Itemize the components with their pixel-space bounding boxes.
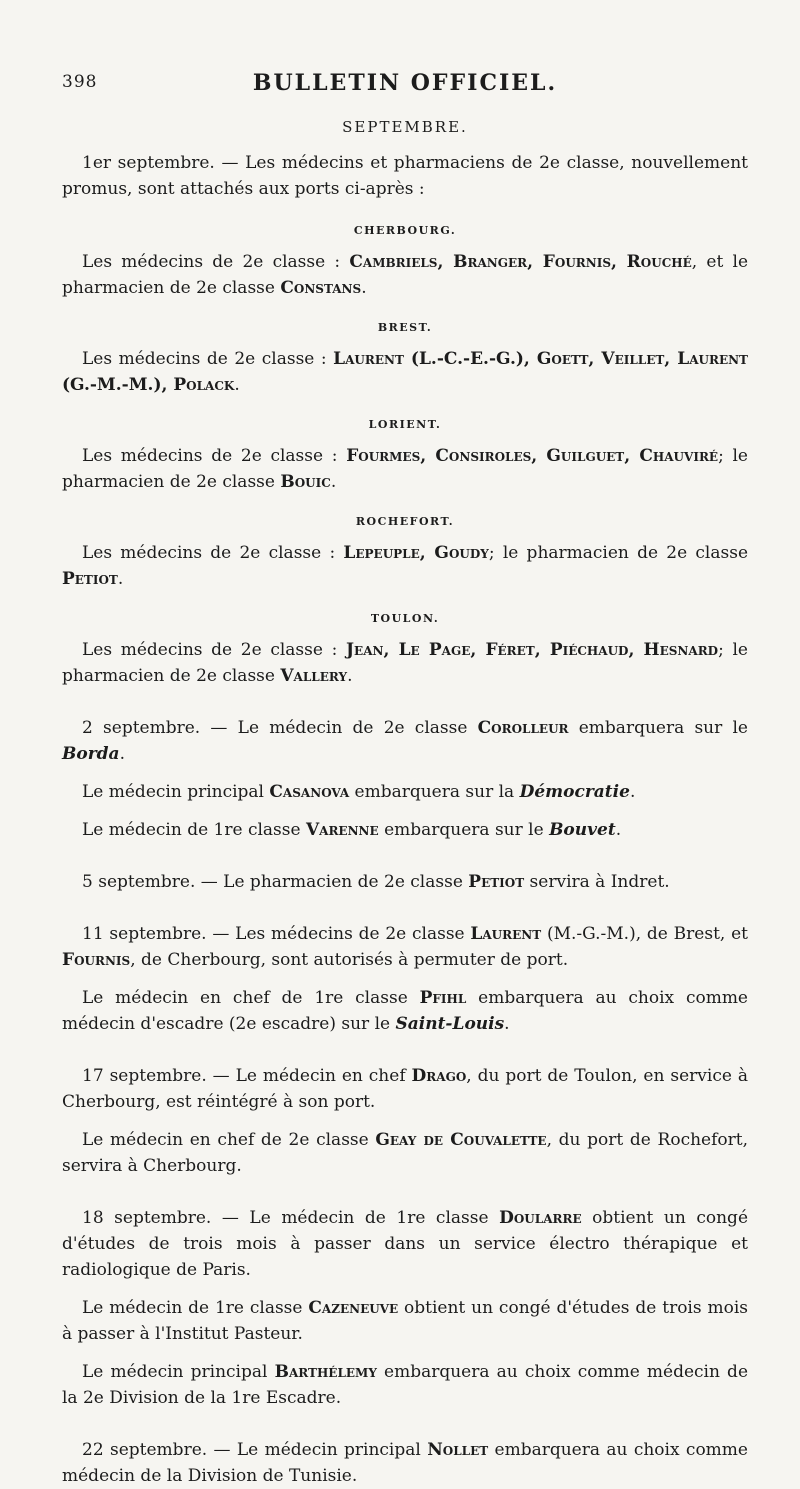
ship-name: Borda bbox=[62, 744, 120, 764]
doctor-names: Laurent (L.-C.-E.-G.), Goett, Veillet, Laurent (G.-M.-M.), Polack bbox=[62, 349, 748, 395]
entry-1-septembre-intro: 1er septembre. — Les médecins et pharmaciens de 2e classe, nouvellement promus, sont attachés aux ports ci-après : bbox=[62, 153, 748, 199]
doctor-names: Cambriels, Branger, Fournis, Rouché bbox=[349, 252, 692, 272]
entry-11-septembre-b: Le médecin en chef de 1re classe Pfihl embarquera au choix comme médecin d'escadre (2e escadre) sur le Saint-Louis. bbox=[62, 988, 748, 1034]
person-name: Fournis bbox=[62, 950, 131, 970]
person-name: Corolleur bbox=[477, 718, 569, 738]
person-name: Barthélemy bbox=[274, 1362, 377, 1382]
pharmacist-name: Constans bbox=[280, 278, 362, 298]
entry-22-septembre: 22 septembre. — Le médecin principal Nollet embarquera au choix comme médecin de la Division de Tunisie. bbox=[62, 1440, 748, 1486]
person-name: Drago bbox=[411, 1066, 467, 1086]
entry-2-septembre-c: Le médecin de 1re classe Varenne embarquera sur le Bouvet. bbox=[82, 820, 622, 840]
entry-5-septembre: 5 septembre. — Le pharmacien de 2e classe Petiot servira à Indret. bbox=[82, 872, 670, 892]
page-number: 398 bbox=[62, 72, 98, 92]
paragraph-brest: Les médecins de 2e classe : Laurent (L.-C.-E.-G.), Goett, Veillet, Laurent (G.-M.-M.), Polack. bbox=[62, 349, 748, 395]
person-name: Varenne bbox=[305, 820, 379, 840]
entry-17-septembre-b: Le médecin en chef de 2e classe Geay de Couvalette, du port de Rochefort, servira à Cherbourg. bbox=[62, 1130, 748, 1176]
person-name: Cazeneuve bbox=[308, 1298, 399, 1318]
entry-2-septembre-b: Le médecin principal Casanova embarquera sur la Démocratie. bbox=[82, 782, 636, 802]
paragraph-cherbourg: Les médecins de 2e classe : Cambriels, Branger, Fournis, Rouché, et le pharmacien de 2e classe Constans. bbox=[62, 252, 749, 298]
doctor-names: Jean, Le Page, Féret, Piéchaud, Hesnard bbox=[346, 640, 719, 660]
running-head-title: BULLETIN OFFICIEL. bbox=[252, 70, 558, 96]
entry-18-septembre-c: Le médecin principal Barthélemy embarquera au choix comme médecin de la 2e Division de la 1re Escadre. bbox=[62, 1362, 748, 1408]
pharmacist-name: Petiot bbox=[62, 569, 118, 589]
person-name: Laurent bbox=[470, 924, 542, 944]
port-heading-cherbourg: CHERBOURG. bbox=[353, 224, 457, 237]
entry-2-septembre-a: 2 septembre. — Le médecin de 2e classe Corolleur embarquera sur le Borda. bbox=[62, 718, 748, 764]
pharmacist-name: Vallery bbox=[280, 666, 348, 686]
doctor-names: Fourmes, Consiroles, Guilguet, Chauviré bbox=[346, 446, 719, 466]
ship-name: Bouvet bbox=[549, 820, 616, 840]
person-name: Petiot bbox=[468, 872, 525, 892]
person-name: Nollet bbox=[427, 1440, 489, 1460]
entry-18-septembre-a: 18 septembre. — Le médecin de 1re classe Doularre obtient un congé d'études de trois mois à passer dans un service électro thérapique et radiologique de Paris. bbox=[62, 1208, 749, 1280]
port-heading-brest: BREST. bbox=[377, 321, 433, 334]
person-name: Doularre bbox=[499, 1208, 582, 1228]
ship-name: Saint-Louis bbox=[395, 1014, 505, 1034]
entry-11-septembre-a: 11 septembre. — Les médecins de 2e classe Laurent (M.-G.-M.), de Brest, et Fournis, de Cherbourg, sont autorisés à permuter de port. bbox=[62, 924, 748, 970]
paragraph-rochefort: Les médecins de 2e classe : Lepeuple, Goudy; le pharmacien de 2e classe Petiot. bbox=[62, 543, 749, 589]
ship-name: Démocratie bbox=[519, 782, 630, 802]
entry-17-septembre-a: 17 septembre. — Le médecin en chef Drago, du port de Toulon, en service à Cherbourg, est réintégré à son port. bbox=[62, 1066, 748, 1112]
doctor-names: Lepeuple, Goudy bbox=[343, 543, 489, 563]
paragraph-toulon: Les médecins de 2e classe : Jean, Le Page, Féret, Piéchaud, Hesnard; le pharmacien de 2e classe Vallery. bbox=[62, 640, 748, 686]
paragraph-lorient: Les médecins de 2e classe : Fourmes, Consiroles, Guilguet, Chauviré; le pharmacien de 2e classe Bouic. bbox=[62, 446, 748, 492]
person-name: Pfihl bbox=[419, 988, 467, 1008]
port-heading-lorient: LORIENT. bbox=[368, 418, 442, 431]
entry-18-septembre-b: Le médecin de 1re classe Cazeneuve obtient un congé d'études de trois mois à passer à l'Institut Pasteur. bbox=[62, 1298, 748, 1344]
person-name: Casanova bbox=[269, 782, 350, 802]
person-name: Geay de Couvalette bbox=[375, 1130, 547, 1150]
port-heading-toulon: TOULON. bbox=[370, 612, 440, 625]
month-heading: SEPTEMBRE. bbox=[342, 118, 468, 136]
pharmacist-name: Bouic bbox=[280, 472, 331, 492]
port-heading-rochefort: ROCHEFORT. bbox=[355, 515, 455, 528]
